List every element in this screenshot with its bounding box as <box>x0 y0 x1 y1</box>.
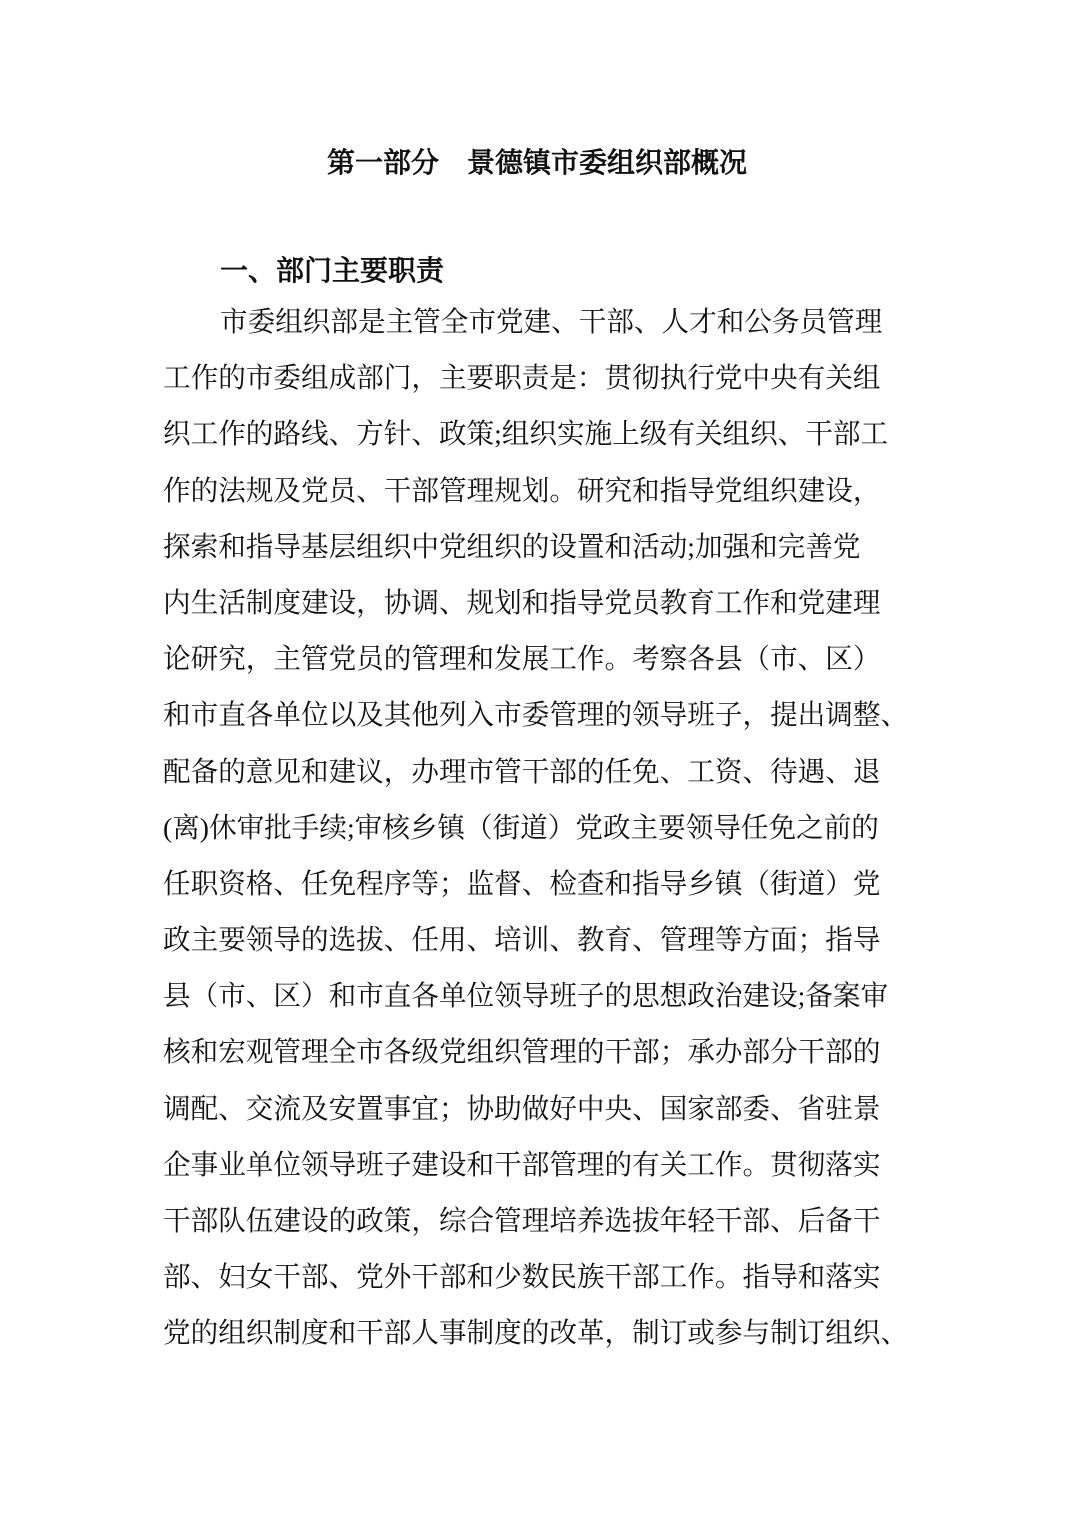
paragraph-line: 和市直各单位以及其他列入市委管理的领导班子，提出调整、 <box>163 699 909 731</box>
paragraph-line: 企事业单位领导班子建设和干部管理的有关工作。贯彻落实 <box>163 1148 881 1180</box>
paragraph-line: 市委组织部是主管全市党建、干部、人才和公务员管理 <box>220 306 883 337</box>
paragraph-line: 政主要领导的选拔、任用、培训、教育、管理等方面；指导 <box>163 924 881 956</box>
paragraph-line: 织工作的路线、方针、政策;组织实施上级有关组织、干部工 <box>163 418 889 450</box>
paragraph-line: 核和宏观管理全市各级党组织管理的干部；承办部分干部的 <box>163 1036 881 1068</box>
paragraph-line: 内生活制度建设，协调、规划和指导党员教育工作和党建理 <box>163 586 881 618</box>
paragraph-body <box>163 294 953 1362</box>
section-heading: 一、部门主要职责 <box>220 256 445 287</box>
paragraph-line: 调配、交流及安置事宜；协助做好中央、国家部委、省驻景 <box>163 1092 881 1124</box>
paragraph-line: 部、妇女干部、党外干部和少数民族干部工作。指导和落实 <box>163 1261 881 1293</box>
paragraph-line: 论研究，主管党员的管理和发展工作。考察各县（市、区） <box>163 643 881 675</box>
paragraph-line: 党的组织制度和干部人事制度的改革，制订或参与制订组织、 <box>163 1317 909 1349</box>
paragraph-line: 工作的市委组成部门，主要职责是：贯彻执行党中央有关组 <box>163 362 881 394</box>
page-title: 第一部分 景德镇市委组织部概况 <box>326 148 747 179</box>
paragraph-line: (离)休审批手续;审核乡镇（街道）党政主要领导任免之前的 <box>163 811 879 843</box>
paragraph-line: 任职资格、任免程序等；监督、检查和指导乡镇（街道）党 <box>163 867 881 899</box>
paragraph-line: 作的法规及党员、干部管理规划。研究和指导党组织建设， <box>163 474 881 506</box>
paragraph-line: 干部队伍建设的政策，综合管理培养选拔年轻干部、后备干 <box>163 1205 881 1236</box>
paragraph-line: 县（市、区）和市直各单位领导班子的思想政治建设;备案审 <box>163 980 889 1012</box>
paragraph-line: 探索和指导基层组织中党组织的设置和活动;加强和完善党 <box>163 530 861 562</box>
paragraph-line: 配备的意见和建议，办理市管干部的任免、工资、待遇、退 <box>163 755 881 787</box>
